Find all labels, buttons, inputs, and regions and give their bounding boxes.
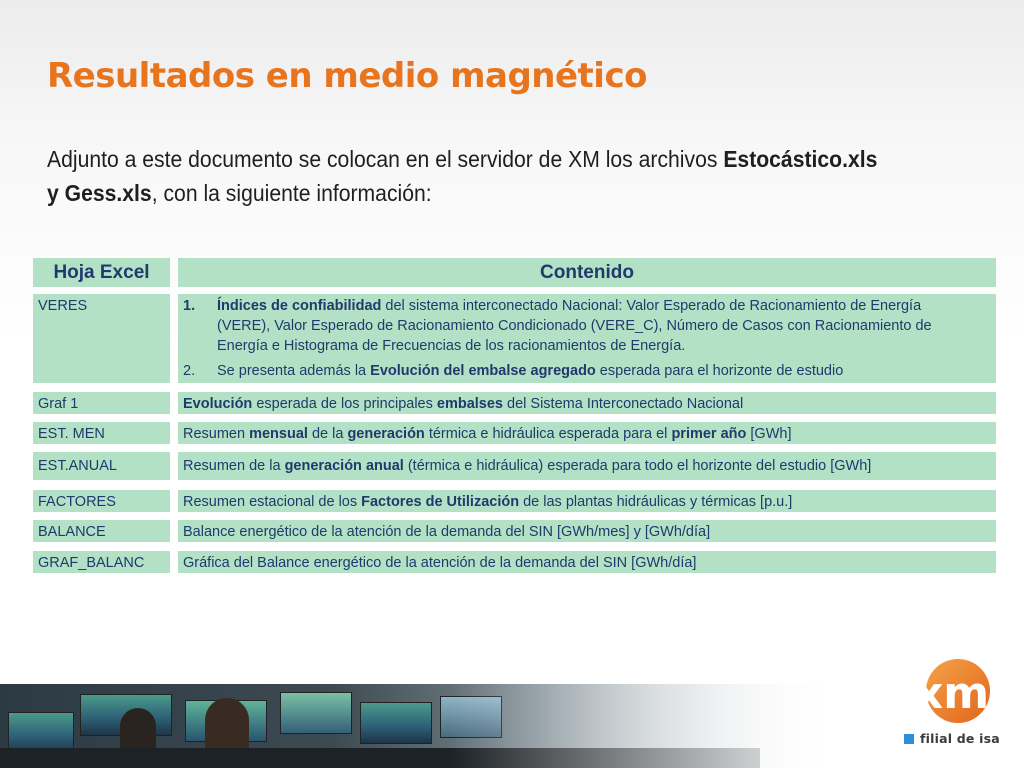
row-content-estmen bbox=[178, 422, 996, 444]
graf1-bold-1: Evolución bbox=[183, 396, 253, 412]
logo-tagline: filial de isa bbox=[920, 731, 1000, 746]
veres-item-2-bold: Evolución del embalse agregado bbox=[370, 363, 596, 379]
graf1-bold-2: embalses bbox=[436, 396, 503, 412]
factores-bold-1: Factores de Utilización bbox=[361, 494, 520, 510]
estmen-text-2: de la bbox=[307, 426, 348, 442]
veres-item-1-rest: del sistema interconectado Nacional: Valor Esperado de Racionamiento de Energía (VERE), Valor Esperado de Racionamiento Condicionado (VERE_C), Número de Casos con Racionamiento de Energía e Histograma de Frecuencias de los racionamientos de Energía. bbox=[217, 298, 932, 354]
veres-item-1-text bbox=[217, 296, 976, 356]
row-label-balance: BALANCE bbox=[33, 520, 170, 542]
estmen-text-1: Resumen bbox=[183, 426, 250, 442]
veres-item-2-number: 2. bbox=[183, 363, 196, 379]
intro-text-1: Adjunto a este documento se colocan en el servidor de XM los archivos bbox=[47, 146, 724, 172]
row-content-factores bbox=[178, 490, 996, 512]
estanual-text-1: Resumen de la bbox=[183, 458, 285, 474]
estmen-text-3: térmica e hidráulica esperada para el bbox=[424, 426, 672, 442]
intro-file-2: y Gess.xls bbox=[47, 180, 152, 206]
grafbalanc-text: Gráfica del Balance energético de la atención de la demanda del SIN [GWh/día] bbox=[183, 555, 697, 571]
graf1-text-2: del Sistema Interconectado Nacional bbox=[503, 396, 744, 412]
estanual-text-2: (térmica e hidráulica) esperada para todo el horizonte del estudio [GWh] bbox=[403, 458, 872, 474]
row-content-veres bbox=[178, 294, 996, 383]
row-label-estmen: EST. MEN bbox=[33, 422, 170, 444]
estmen-bold-3: primer año bbox=[671, 426, 747, 442]
row-content-grafbalanc bbox=[178, 551, 996, 573]
logo-square-icon bbox=[904, 734, 914, 744]
monitor-graphic bbox=[360, 702, 432, 744]
row-content-graf1 bbox=[178, 392, 996, 414]
row-content-estanual bbox=[178, 452, 996, 480]
veres-item-2 bbox=[183, 361, 976, 381]
veres-item-2-pre: Se presenta además la bbox=[217, 363, 371, 379]
header-contenido: Contenido bbox=[178, 258, 996, 287]
estmen-bold-2: generación bbox=[347, 426, 425, 442]
intro-text-2: , con la siguiente información: bbox=[151, 180, 432, 206]
estmen-text-4: [GWh] bbox=[746, 426, 792, 442]
logo-letters: xm bbox=[914, 668, 990, 719]
estmen-bold-1: mensual bbox=[249, 426, 308, 442]
veres-item-1-bold: Índices de confiabilidad bbox=[217, 298, 382, 314]
veres-item-2-post: esperada para el horizonte de estudio bbox=[595, 363, 844, 379]
row-label-veres: VERES bbox=[33, 294, 170, 383]
veres-item-1-number: 1. bbox=[183, 298, 196, 314]
intro-paragraph bbox=[47, 142, 912, 210]
veres-item-1 bbox=[183, 296, 976, 356]
row-label-graf1: Graf 1 bbox=[33, 392, 170, 414]
monitor-graphic bbox=[280, 692, 352, 734]
row-label-grafbalanc: GRAF_BALANC bbox=[33, 551, 170, 573]
slide-title: Resultados en medio magnético bbox=[47, 56, 647, 96]
row-label-estanual: EST.ANUAL bbox=[33, 452, 170, 480]
veres-item-2-text bbox=[217, 361, 976, 381]
balance-text: Balance energético de la atención de la demanda del SIN [GWh/mes] y [GWh/día] bbox=[183, 524, 711, 540]
header-hoja-excel: Hoja Excel bbox=[33, 258, 170, 287]
factores-text-2: de las plantas hidráulicas y térmicas [p.u.] bbox=[519, 494, 793, 510]
graf1-text-1: esperada de los principales bbox=[252, 396, 437, 412]
row-content-balance bbox=[178, 520, 996, 542]
factores-text-1: Resumen estacional de los bbox=[183, 494, 362, 510]
row-label-factores: FACTORES bbox=[33, 490, 170, 512]
photo-fade bbox=[450, 684, 870, 768]
estanual-bold-1: generación anual bbox=[284, 458, 404, 474]
intro-file-1: Estocástico.xls bbox=[723, 146, 878, 172]
